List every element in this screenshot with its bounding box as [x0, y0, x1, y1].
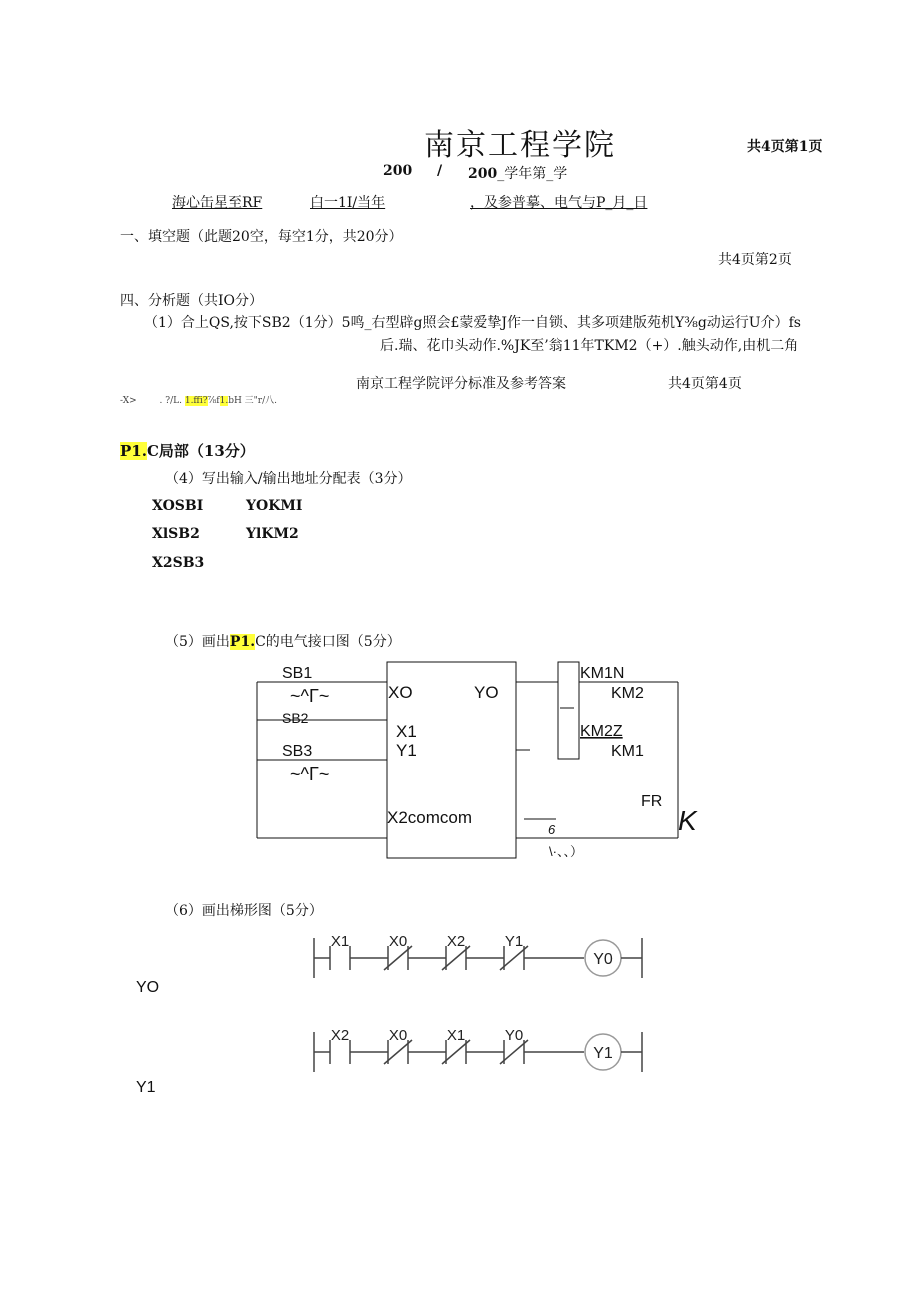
noise-d: ⅞f: [207, 396, 220, 406]
ladder-rung-0: [314, 933, 642, 978]
noise-f: bH 三"r/八.: [228, 396, 277, 406]
year-b-number: 200: [468, 166, 498, 182]
contact-label-x1: X1: [446, 1027, 466, 1044]
label-km1n: KM1N: [580, 665, 625, 682]
question-4: （4）写出输入/输出地址分配表（3分）: [165, 471, 412, 487]
label-x0: XO: [388, 683, 413, 702]
io-cell-1-0: XlSB2: [152, 526, 200, 542]
noise-a: -X>: [120, 396, 137, 406]
section-4-line-1: （1）合上QS,按下SB2（1分）5鸣_右型辟g照会£蒙爱挚J作一自锁、其多项建版苑机Y⅜g动运行U介）fs: [144, 315, 801, 331]
section-4-heading: 四、分析题（共IO分）: [120, 293, 264, 309]
label-y1: Y1: [396, 741, 417, 760]
question-5-b: C的电气接口图（5分）: [255, 634, 401, 650]
coil-label-y0: Y0: [593, 951, 613, 968]
label-x2com: X2comcom: [387, 808, 473, 827]
label-km1: KM1: [611, 743, 644, 760]
plc-heading-rest: C局部（13分）: [146, 442, 255, 460]
page-info-2: 共4页第2页: [718, 252, 792, 268]
page-info-1: 共4页第1页: [747, 139, 823, 155]
course-line-b: 白一1I/当年: [310, 195, 386, 211]
io-cell-0-0: XOSBI: [152, 498, 204, 514]
label-tilde-2: ~^Γ~: [290, 764, 330, 784]
noise-b: . ?/L.: [159, 396, 182, 406]
label-sb3: SB3: [282, 743, 313, 760]
label-sb2: SB2: [282, 710, 309, 726]
contact-label-x1: X1: [330, 933, 350, 950]
io-cell-2-0: X2SB3: [152, 555, 205, 571]
page-info-4: 共4页第4页: [668, 376, 742, 392]
year-a: 200: [383, 163, 413, 179]
year-suffix: _学年第_学: [497, 166, 568, 182]
io-cell-0-1: YOKMI: [246, 498, 303, 514]
label-y0: YO: [474, 683, 499, 702]
course-line-a: 海心缶星至RF: [172, 195, 263, 211]
noise-c: 1.ffi?: [184, 396, 208, 406]
rung-0-output-label: YO: [136, 979, 160, 996]
question-5-highlight: P1.: [229, 634, 256, 650]
contact-label-x2: X2: [330, 1027, 350, 1044]
question-5-a: （5）画出: [165, 634, 230, 650]
label-fr: FR: [641, 793, 663, 810]
label-k: K: [678, 805, 697, 836]
course-line-c: ，及参普摹、电气与P_月_日: [470, 195, 648, 211]
question-6: （6）画出梯形图（5分）: [165, 903, 323, 919]
scoring-footer: 南京工程学院评分标准及参考答案: [356, 376, 566, 392]
section-1-heading: 一、填空题（此题20空，每空1分，共20分）: [120, 229, 403, 245]
io-cell-1-1: YlKM2: [246, 526, 299, 542]
page-title: 南京工程学院: [424, 128, 616, 163]
year-slash: /: [437, 163, 443, 179]
label-km2z: KM2Z: [580, 723, 623, 740]
label-tilde-1: ~^Γ~: [290, 686, 330, 706]
section-4-line-2: 后.瑞、花巾头动作.%JK至’翁11年TKM2（+）.触头动作,由机二角: [380, 338, 799, 354]
coil-label-y1: Y1: [593, 1045, 613, 1062]
contact-label-x0: X0: [388, 933, 408, 950]
label-sb1: SB1: [282, 665, 313, 682]
ladder-rung-1: [314, 1027, 642, 1072]
contact-label-y1: Y1: [504, 933, 524, 950]
noise-e: 1.: [219, 396, 229, 406]
contact-label-x0: X0: [388, 1027, 408, 1044]
rung-1-output-label: Y1: [136, 1079, 156, 1096]
label-x1: X1: [396, 722, 417, 741]
label-km2: KM2: [611, 685, 644, 702]
contact-label-y0: Y0: [504, 1027, 524, 1044]
label-six: 6: [548, 822, 556, 837]
plc-heading-highlight: P1.: [120, 442, 147, 460]
contact-label-x2: X2: [446, 933, 466, 950]
label-tail: \·、、）: [549, 844, 583, 859]
